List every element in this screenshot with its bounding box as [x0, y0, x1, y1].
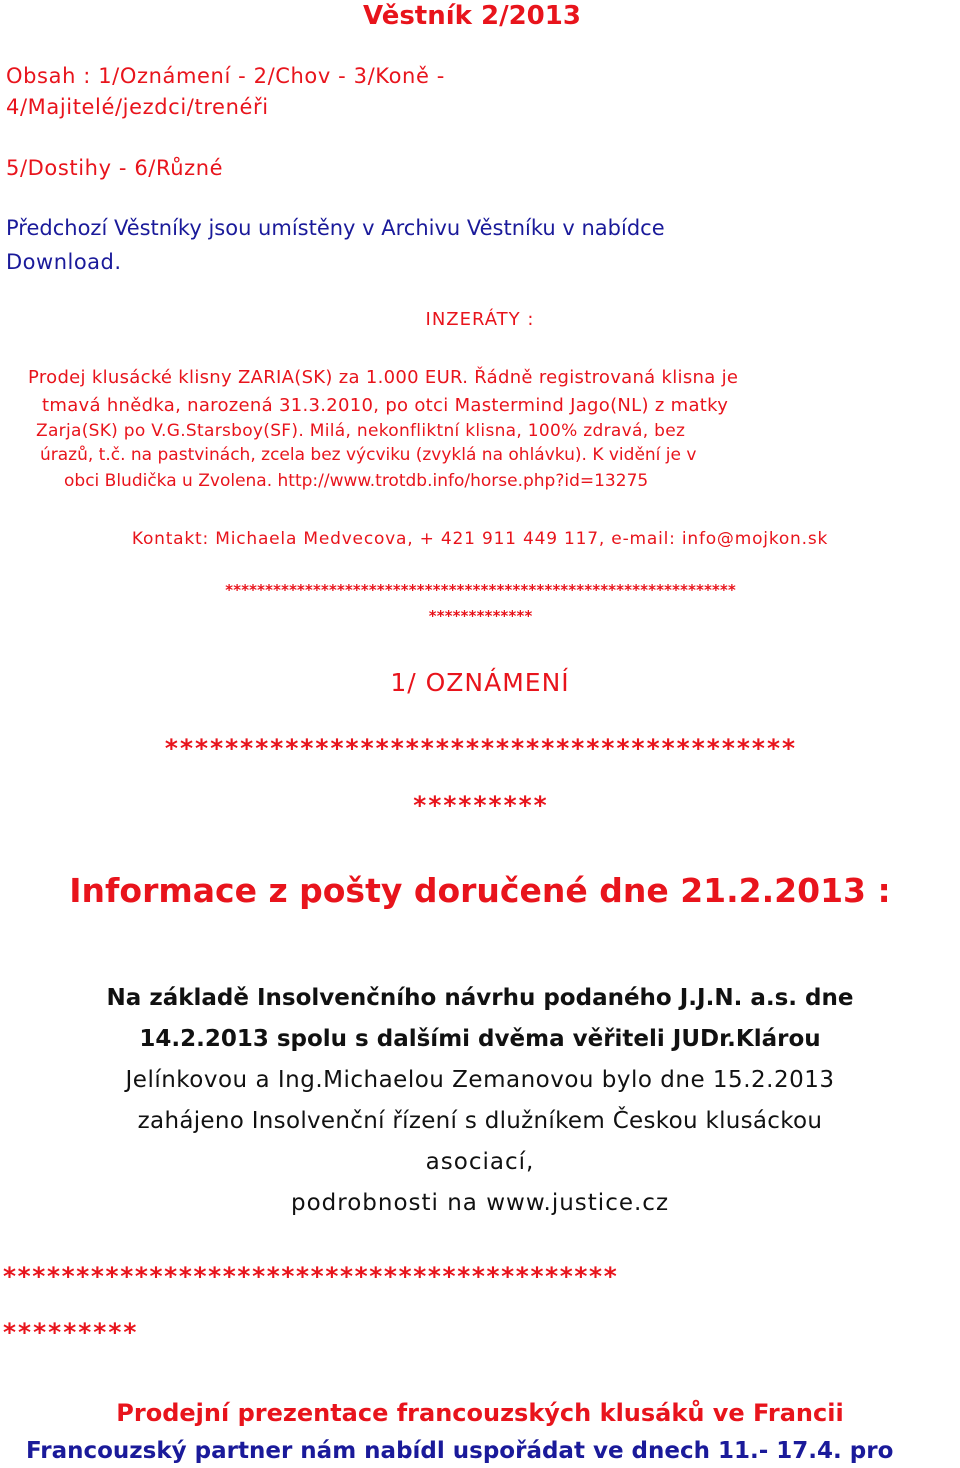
section-1-details: [0, 1192, 960, 1215]
contents-line-2: 4/Majitelé/jezdci/trenéři: [6, 95, 269, 119]
separator-small-line-2: *************: [428, 607, 532, 625]
ad-line-5: obci Bludička u Zvolena. http://www.trotdb.info/horse.php?id=13275: [64, 471, 649, 491]
ad-contact: Kontakt: Michaela Medvecova, + 421 911 449 117, e-mail: info@mojkon.sk: [131, 529, 829, 549]
section-1-body-line-4: zahájeno Insolvenční řízení s dlužníkem Českou klusáckou: [137, 1108, 823, 1134]
section-1-body-line-1: Na základě Insolvenčního návrhu podaného J.J.N. a.s. dne: [106, 985, 854, 1011]
section-1-details-prefix: podrobnosti na: [290, 1190, 487, 1216]
section-1-headline: Informace z pošty doručené dne 21.2.2013 :: [69, 871, 891, 910]
archive-note-line-2: Download.: [6, 250, 122, 274]
section-1-body-line-5: asociací,: [425, 1149, 535, 1175]
separator-big-2-line-2: *********: [2, 1318, 138, 1347]
ad-line-4: úrazů, t.č. na pastvinách, zcela bez výcviku (zvyklá na ohlávku). K vidění je v: [40, 445, 697, 465]
ad-line-1: Prodej klusácké klisny ZARIA(SK) za 1.000 EUR. Řádně registrovaná klisna je: [28, 367, 739, 388]
section-1-heading: 1/ OZNÁMENÍ: [390, 668, 570, 697]
ad-line-3: Zarja(SK) po V.G.Starsboy(SF). Milá, nekonfliktní klisna, 100% zdravá, bez: [36, 421, 686, 441]
section-1-body-line-3: Jelínkovou a Ing.Michaelou Zemanovou bylo dne 15.2.2013: [125, 1067, 835, 1093]
page-title: Věstník 2/2013: [363, 1, 581, 31]
separator-big-2-line-1: ******************************************: [2, 1262, 618, 1291]
contents-line-1: Obsah : 1/Oznámení - 2/Chov - 3/Koně -: [6, 64, 445, 88]
contents-line-3: 5/Dostihy - 6/Různé: [6, 156, 224, 180]
separator-big-line-2: *********: [412, 791, 548, 820]
ads-heading: INZERÁTY :: [425, 309, 535, 330]
section-2-text: Francouzský partner nám nabídl uspořádat ve dnech 11.- 17.4. pro: [26, 1438, 894, 1464]
justice-link[interactable]: www.justice.cz: [486, 1190, 670, 1216]
separator-big-line-1: ******************************************: [163, 734, 797, 763]
section-2-headline: Prodejní prezentace francouzských klusáků ve Francii: [116, 1399, 844, 1427]
ad-line-2: tmavá hnědka, narozená 31.3.2010, po otci Mastermind Jago(NL) z matky: [42, 395, 729, 416]
section-1-body-line-2: 14.2.2013 spolu s dalšími dvěma věřiteli JUDr.Klárou: [139, 1026, 821, 1052]
archive-note-line-1: Předchozí Věstníky jsou umístěny v Archivu Věstníku v nabídce: [6, 216, 665, 240]
separator-small-line-1: ****************************************************************: [224, 581, 736, 599]
